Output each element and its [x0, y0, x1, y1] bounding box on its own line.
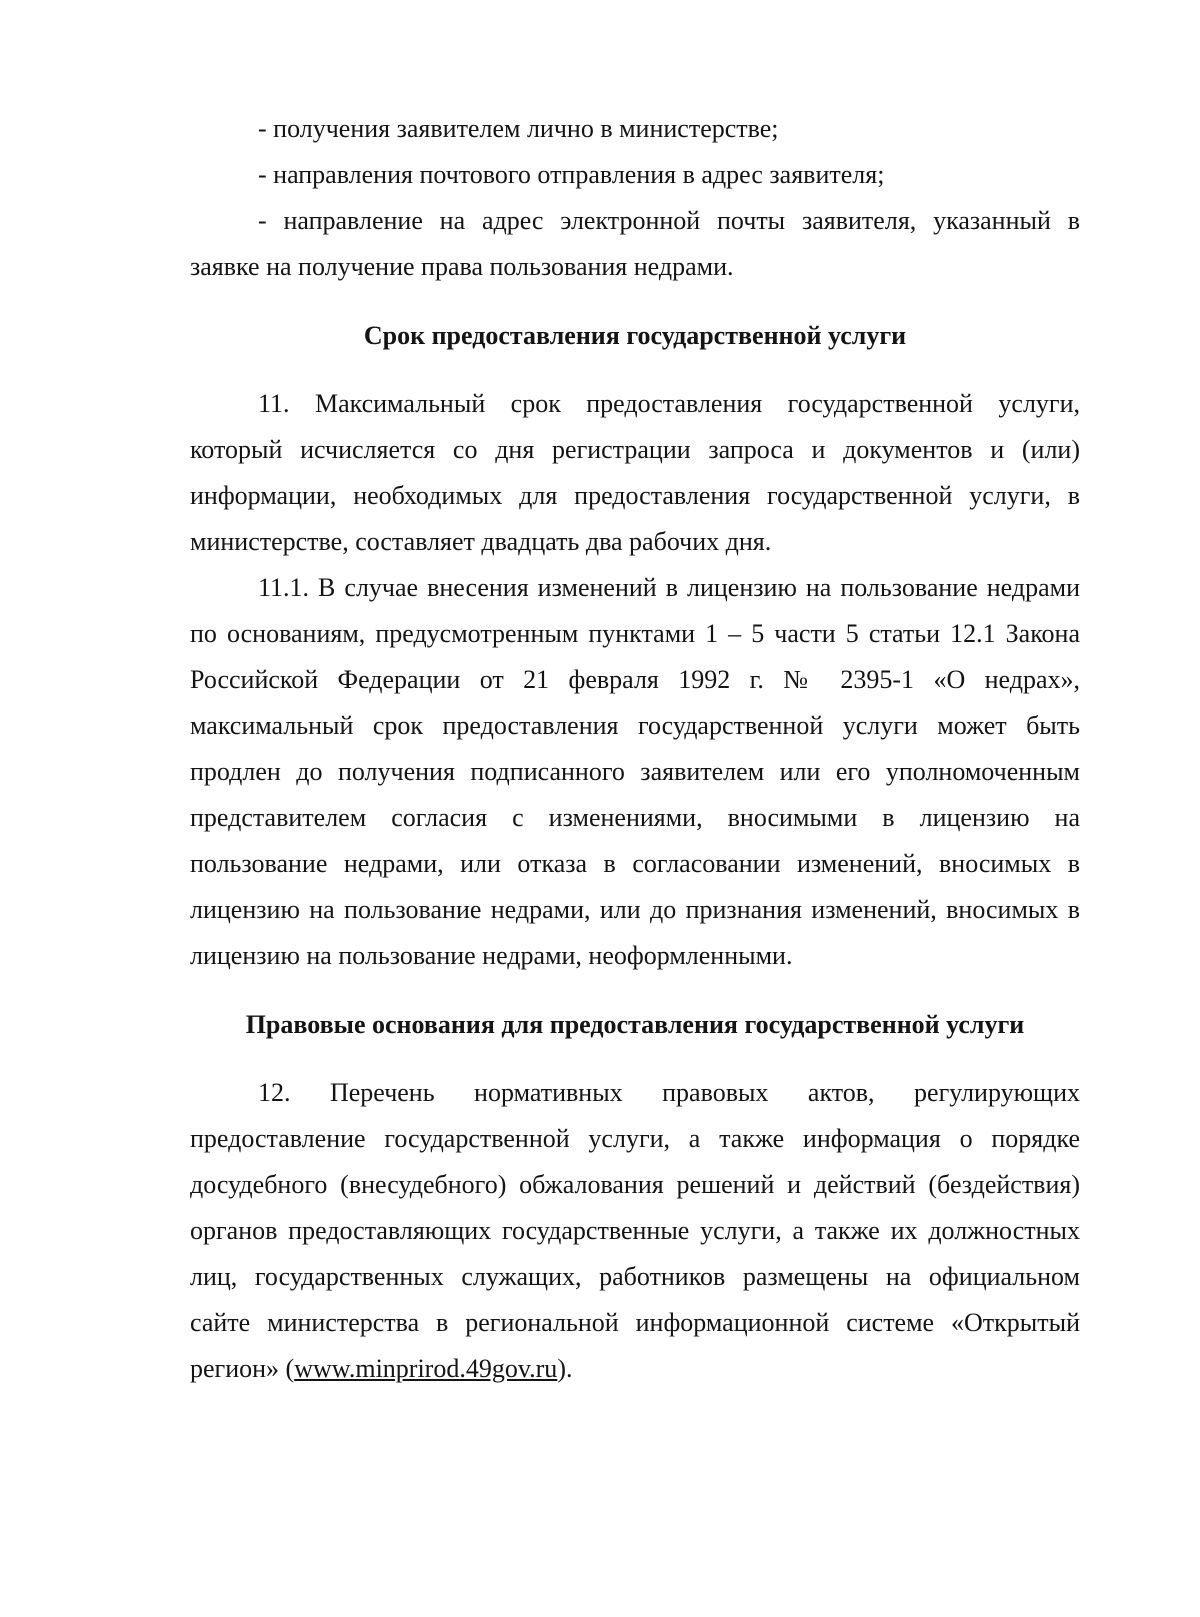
- section-heading-term: Срок предоставления государственной услуги: [363, 321, 907, 350]
- list-item-continuation: заявке на получение права пользования недрами.: [190, 252, 734, 281]
- paragraph-12-line: органов предоставляющих государственные услуги, а также их должностных: [190, 1216, 1080, 1245]
- paragraph-12-last-line: [190, 1353, 1080, 1385]
- paragraph-12-line: лиц, государственных служащих, работников размещены на официальном: [190, 1262, 1080, 1291]
- paragraph-12-line: 12. Перечень нормативных правовых актов, регулирующих: [258, 1078, 1080, 1107]
- list-item: - направления почтового отправления в адрес заявителя;: [258, 160, 885, 189]
- paragraph-12-line: сайте министерства в региональной информационной системе «Открытый: [190, 1308, 1080, 1337]
- paragraph-11-1-line: лицензию на пользование недрами, или до признания изменений, вносимых в: [190, 895, 1080, 924]
- ministry-website-link[interactable]: www.minprirod.49gov.ru: [294, 1354, 558, 1383]
- paragraph-11-1-line: 11.1. В случае внесения изменений в лицензию на пользование недрами: [258, 573, 1080, 602]
- paragraph-11-1-line: пользование недрами, или отказа в согласовании изменений, вносимых в: [190, 849, 1080, 878]
- paragraph-11-line: который исчисляется со дня регистрации запроса и документов и (или): [190, 435, 1080, 464]
- paragraph-11-line: министерстве, составляет двадцать два рабочих дня.: [190, 527, 772, 556]
- paragraph-11-1-line: лицензию на пользование недрами, неоформленными.: [190, 941, 793, 970]
- paragraph-11-1-line: максимальный срок предоставления государственной услуги может быть: [190, 711, 1080, 740]
- paragraph-12-prefix: регион» (: [190, 1354, 295, 1383]
- paragraph-12-line: досудебного (внесудебного) обжалования решений и действий (бездействия): [190, 1170, 1080, 1199]
- paragraph-11-1-line: представителем согласия с изменениями, вносимыми в лицензию на: [190, 803, 1080, 832]
- list-item: - направление на адрес электронной почты заявителя, указанный в: [258, 206, 1080, 235]
- paragraph-12-line: предоставление государственной услуги, а также информация о порядке: [190, 1124, 1080, 1153]
- paragraph-11-line: информации, необходимых для предоставления государственной услуги, в: [190, 481, 1080, 510]
- section-heading-legal: Правовые основания для предоставления государственной услуги: [245, 1010, 1025, 1039]
- paragraph-11-1-line: Российской Федерации от 21 февраля 1992 г. № 2395-1 «О недрах»,: [190, 665, 1080, 694]
- list-item: - получения заявителем лично в министерстве;: [258, 114, 779, 143]
- paragraph-11-1-line: продлен до получения подписанного заявителем или его уполномоченным: [190, 757, 1080, 786]
- paragraph-12-suffix: ).: [557, 1354, 573, 1383]
- paragraph-11-1-line: по основаниям, предусмотренным пунктами 1 – 5 части 5 статьи 12.1 Закона: [190, 619, 1080, 648]
- paragraph-11-line: 11. Максимальный срок предоставления государственной услуги,: [258, 389, 1080, 418]
